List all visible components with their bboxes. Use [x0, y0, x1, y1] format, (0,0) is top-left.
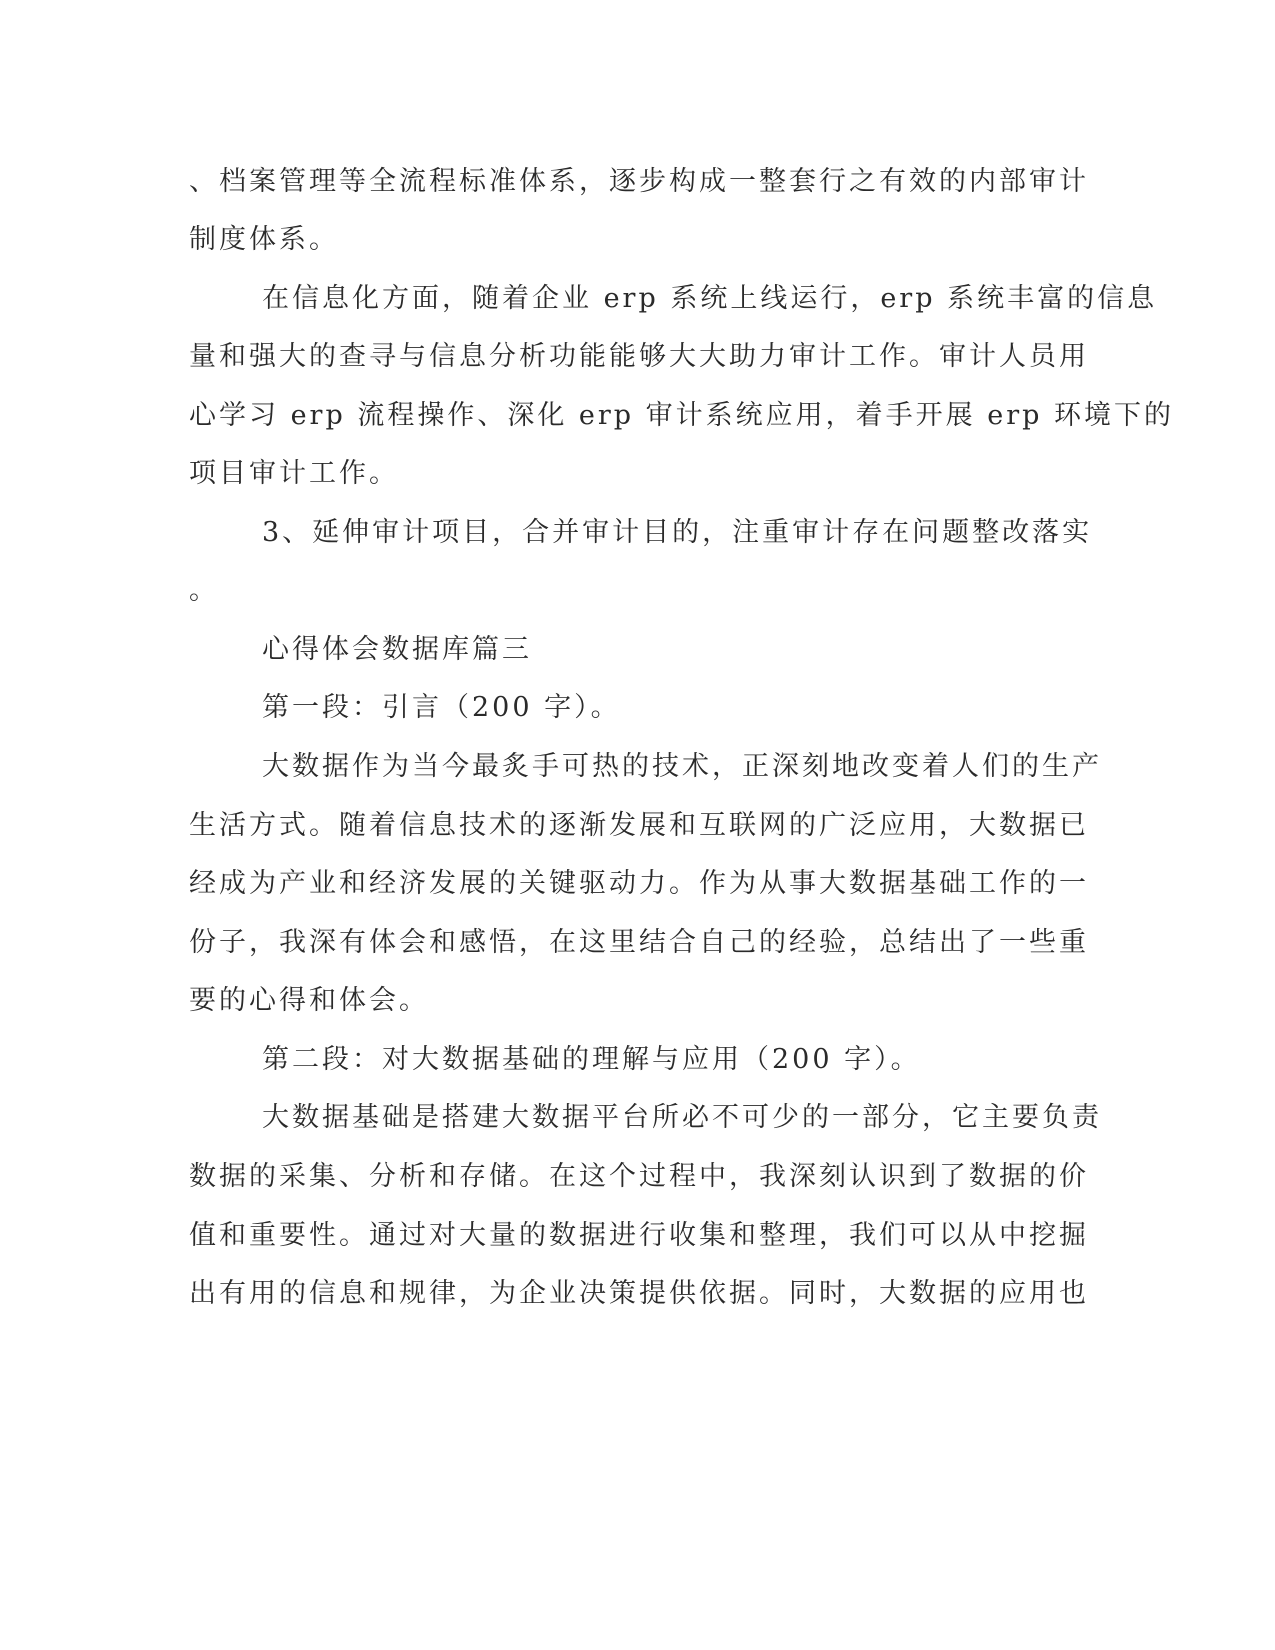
text-line: 量和强大的查寻与信息分析功能能够大大助力审计工作。审计人员用: [189, 341, 1089, 372]
text-line: 制度体系。: [189, 224, 339, 255]
section-subheading: 第一段：引言（200 字）。: [262, 692, 621, 723]
text-line: 生活方式。随着信息技术的逐渐发展和互联网的广泛应用，大数据已: [189, 810, 1089, 841]
text-line: 要的心得和体会。: [189, 985, 429, 1016]
text-line: 值和重要性。通过对大量的数据进行收集和整理，我们可以从中挖掘: [189, 1220, 1089, 1251]
text-line: 出有用的信息和规律，为企业决策提供依据。同时，大数据的应用也: [189, 1278, 1089, 1309]
paragraph-line: 3、延伸审计项目，合并审计目的，注重审计存在问题整改落实: [262, 517, 1093, 548]
text-line: 、档案管理等全流程标准体系，逐步构成一整套行之有效的内部审计: [189, 166, 1089, 197]
text-line: 经成为产业和经济发展的关键驱动力。作为从事大数据基础工作的一: [189, 868, 1089, 899]
text-line: 份子，我深有体会和感悟，在这里结合自己的经验，总结出了一些重: [189, 927, 1089, 958]
paragraph-line: 大数据作为当今最炙手可热的技术，正深刻地改变着人们的生产: [262, 751, 1102, 782]
paragraph-line: 在信息化方面，随着企业 erp 系统上线运行，erp 系统丰富的信息: [262, 283, 1158, 314]
text-line: 数据的采集、分析和存储。在这个过程中，我深刻认识到了数据的价: [189, 1161, 1089, 1192]
paragraph-line: 大数据基础是搭建大数据平台所必不可少的一部分，它主要负责: [262, 1102, 1102, 1133]
text-line: 心学习 erp 流程操作、深化 erp 审计系统应用，着手开展 erp 环境下的: [189, 400, 1175, 431]
section-heading: 心得体会数据库篇三: [262, 634, 532, 665]
text-line: 项目审计工作。: [189, 458, 399, 489]
text-line: 。: [189, 575, 219, 606]
section-subheading: 第二段：对大数据基础的理解与应用（200 字）。: [262, 1044, 921, 1075]
